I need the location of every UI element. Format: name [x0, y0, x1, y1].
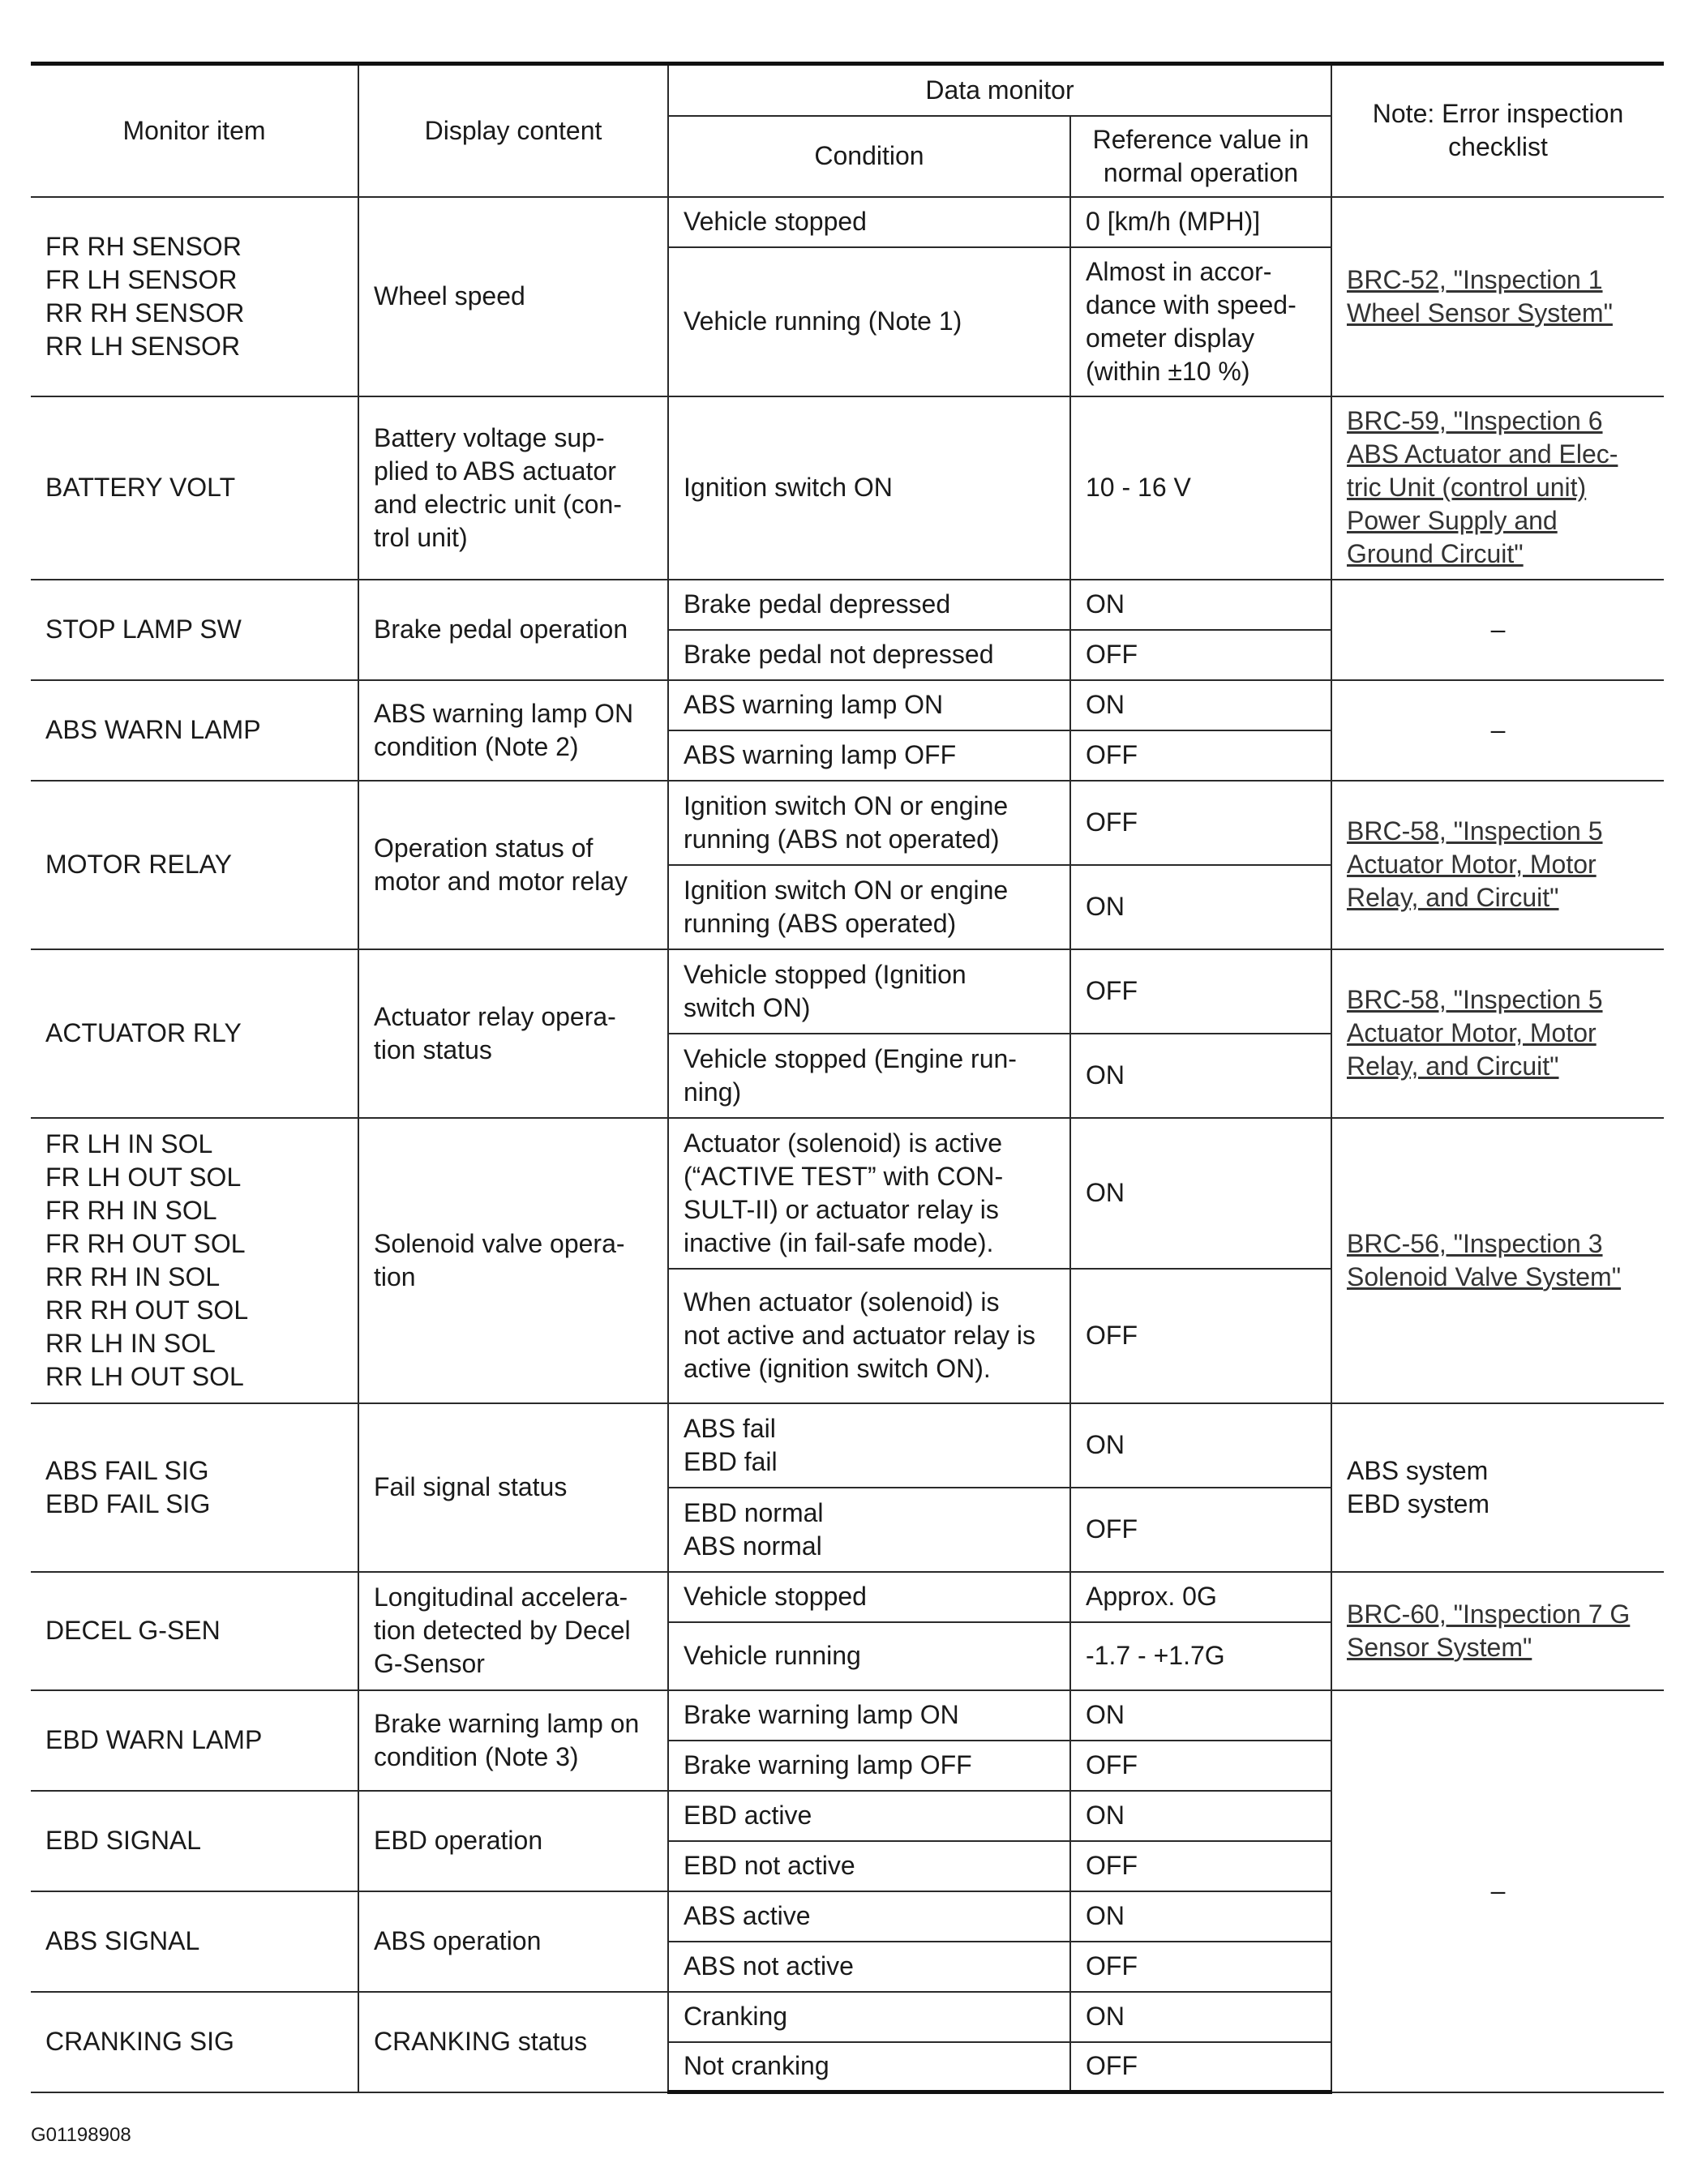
monitor-item: STOP LAMP SW	[31, 580, 358, 680]
reference-value: OFF	[1070, 1841, 1331, 1891]
condition: Vehicle running	[668, 1622, 1070, 1690]
figure-id: G01198908	[31, 2124, 131, 2146]
condition: Vehicle running (Note 1)	[668, 247, 1070, 396]
reference-value: OFF	[1070, 1942, 1331, 1992]
reference-value: OFF	[1070, 2042, 1331, 2092]
monitor-item: FR LH IN SOL FR LH OUT SOL FR RH IN SOL FR RH OUT SOL RR RH IN SOL RR RH OUT SOL RR LH IN SOL RR LH OUT SOL	[31, 1118, 358, 1403]
inspection-link[interactable]: BRC-58, "Inspection 5 Actuator Motor, Motor Relay, and Circuit"	[1331, 949, 1664, 1118]
condition: Ignition switch ON or engine running (ABS not operated)	[668, 781, 1070, 865]
reference-value: 0 [km/h (MPH)]	[1070, 197, 1331, 247]
condition: EBD active	[668, 1791, 1070, 1841]
reference-value: Approx. 0G	[1070, 1572, 1331, 1622]
condition: EBD not active	[668, 1841, 1070, 1891]
monitor-item: FR RH SENSOR FR LH SENSOR RR RH SENSOR RR LH SENSOR	[31, 197, 358, 396]
reference-value: OFF	[1070, 1488, 1331, 1572]
condition: Cranking	[668, 1992, 1070, 2042]
condition: Brake pedal depressed	[668, 580, 1070, 630]
display-content: Solenoid valve opera- tion	[358, 1118, 668, 1403]
condition: Ignition switch ON or engine running (ABS operated)	[668, 865, 1070, 949]
condition: Vehicle stopped (Ignition switch ON)	[668, 949, 1070, 1034]
header-data-monitor: Data monitor	[668, 64, 1331, 116]
monitor-item: ACTUATOR RLY	[31, 949, 358, 1118]
monitor-item: ABS WARN LAMP	[31, 680, 358, 781]
condition: Vehicle stopped	[668, 197, 1070, 247]
reference-value: ON	[1070, 1403, 1331, 1488]
reference-value: OFF	[1070, 630, 1331, 680]
reference-value: OFF	[1070, 1269, 1331, 1403]
condition: Brake warning lamp ON	[668, 1690, 1070, 1741]
note-dash: –	[1331, 1690, 1664, 2092]
reference-value: OFF	[1070, 781, 1331, 865]
inspection-link[interactable]: BRC-56, "Inspection 3 Solenoid Valve System"	[1331, 1118, 1664, 1403]
reference-value: ON	[1070, 580, 1331, 630]
condition: ABS active	[668, 1891, 1070, 1942]
display-content: ABS operation	[358, 1891, 668, 1992]
monitor-item: MOTOR RELAY	[31, 781, 358, 949]
monitor-item: DECEL G-SEN	[31, 1572, 358, 1690]
display-content: Brake pedal operation	[358, 580, 668, 680]
reference-value: ON	[1070, 680, 1331, 730]
condition: ABS not active	[668, 1942, 1070, 1992]
reference-value: ON	[1070, 1118, 1331, 1269]
data-monitor-table	[31, 62, 1664, 2094]
inspection-link[interactable]: BRC-52, "Inspection 1 Wheel Sensor System"	[1331, 197, 1664, 396]
reference-value: ON	[1070, 1690, 1331, 1741]
condition: ABS fail EBD fail	[668, 1403, 1070, 1488]
header-reference-value: Reference value in normal operation	[1070, 116, 1331, 197]
condition: ABS warning lamp ON	[668, 680, 1070, 730]
display-content: Fail signal status	[358, 1403, 668, 1572]
condition: Actuator (solenoid) is active (“ACTIVE TEST” with CON- SULT-II) or actuator relay is inactive (in fail-safe mode).	[668, 1118, 1070, 1269]
header-display-content: Display content	[358, 64, 668, 197]
display-content: EBD operation	[358, 1791, 668, 1891]
reference-value: -1.7 - +1.7G	[1070, 1622, 1331, 1690]
condition: Ignition switch ON	[668, 396, 1070, 580]
note-text: ABS system EBD system	[1331, 1403, 1664, 1572]
reference-value: ON	[1070, 1791, 1331, 1841]
condition: When actuator (solenoid) is not active and actuator relay is active (ignition switch ON).	[668, 1269, 1070, 1403]
reference-value: OFF	[1070, 949, 1331, 1034]
reference-value: ON	[1070, 1992, 1331, 2042]
condition: Not cranking	[668, 2042, 1070, 2092]
display-content: Operation status of motor and motor relay	[358, 781, 668, 949]
reference-value: 10 - 16 V	[1070, 396, 1331, 580]
note-dash: –	[1331, 680, 1664, 781]
display-content: Actuator relay opera- tion status	[358, 949, 668, 1118]
display-content: Longitudinal accelera- tion detected by Decel G-Sensor	[358, 1572, 668, 1690]
reference-value: Almost in accor- dance with speed- ometer display (within ±10 %)	[1070, 247, 1331, 396]
reference-value: ON	[1070, 865, 1331, 949]
display-content: Wheel speed	[358, 197, 668, 396]
inspection-link[interactable]: BRC-58, "Inspection 5 Actuator Motor, Motor Relay, and Circuit"	[1331, 781, 1664, 949]
reference-value: ON	[1070, 1034, 1331, 1118]
condition: Vehicle stopped	[668, 1572, 1070, 1622]
condition: Brake pedal not depressed	[668, 630, 1070, 680]
condition: Vehicle stopped (Engine run- ning)	[668, 1034, 1070, 1118]
display-content: Brake warning lamp on condition (Note 3)	[358, 1690, 668, 1791]
reference-value: OFF	[1070, 1741, 1331, 1791]
inspection-link[interactable]: BRC-59, "Inspection 6 ABS Actuator and Elec- tric Unit (control unit) Power Supply and Ground Circuit"	[1331, 396, 1664, 580]
monitor-item: ABS FAIL SIG EBD FAIL SIG	[31, 1403, 358, 1572]
inspection-link[interactable]: BRC-60, "Inspection 7 G Sensor System"	[1331, 1572, 1664, 1690]
monitor-item: EBD WARN LAMP	[31, 1690, 358, 1791]
reference-value: OFF	[1070, 730, 1331, 781]
monitor-item: CRANKING SIG	[31, 1992, 358, 2092]
display-content: Battery voltage sup- plied to ABS actuator and electric unit (con- trol unit)	[358, 396, 668, 580]
condition: EBD normal ABS normal	[668, 1488, 1070, 1572]
condition: Brake warning lamp OFF	[668, 1741, 1070, 1791]
condition: ABS warning lamp OFF	[668, 730, 1070, 781]
monitor-item: BATTERY VOLT	[31, 396, 358, 580]
monitor-item: ABS SIGNAL	[31, 1891, 358, 1992]
display-content: ABS warning lamp ON condition (Note 2)	[358, 680, 668, 781]
monitor-item: EBD SIGNAL	[31, 1791, 358, 1891]
header-condition: Condition	[668, 116, 1070, 197]
note-dash: –	[1331, 580, 1664, 680]
reference-value: ON	[1070, 1891, 1331, 1942]
display-content: CRANKING status	[358, 1992, 668, 2092]
header-note: Note: Error inspection checklist	[1331, 64, 1664, 197]
header-monitor-item: Monitor item	[31, 64, 358, 197]
